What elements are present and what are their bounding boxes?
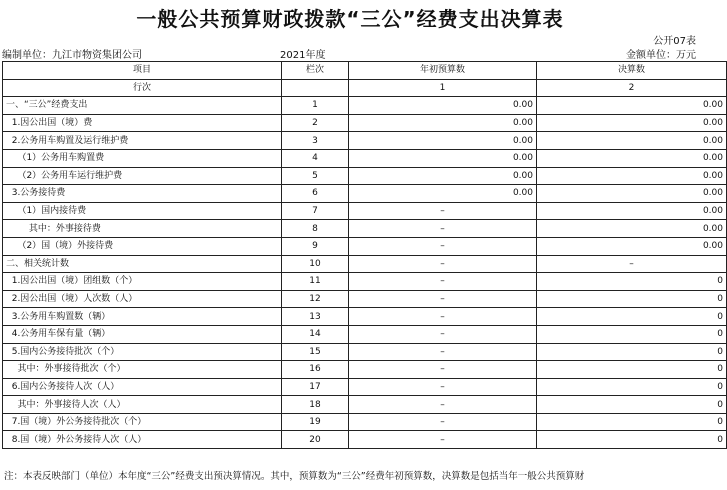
row-line-number: 11 xyxy=(282,273,349,291)
row-line-number: 13 xyxy=(282,308,349,326)
subheader-no xyxy=(282,79,349,97)
row-budget-value: – xyxy=(349,237,537,255)
row-item-label: 其中：外事接待费 xyxy=(3,220,282,238)
row-budget-value: 0.00 xyxy=(349,132,537,150)
row-final-value: 0 xyxy=(537,325,727,343)
header-no: 栏次 xyxy=(282,62,349,80)
row-line-number: 14 xyxy=(282,325,349,343)
row-line-number: 5 xyxy=(282,167,349,185)
row-item-label: （2）公务用车运行维护费 xyxy=(3,167,282,185)
row-line-number: 20 xyxy=(282,431,349,449)
row-item-label: 其中：外事接待人次（人） xyxy=(3,396,282,414)
row-line-number: 17 xyxy=(282,378,349,396)
row-line-number: 6 xyxy=(282,185,349,203)
row-item-label: 3.公务用车购置数（辆） xyxy=(3,308,282,326)
row-budget-value: – xyxy=(349,290,537,308)
table-header-row xyxy=(3,62,727,80)
row-item-label: （2）国（境）外接待费 xyxy=(3,237,282,255)
row-item-label: （1）国内接待费 xyxy=(3,202,282,220)
row-item-label: 1.因公出国（境）费 xyxy=(3,114,282,132)
row-item-label: 7.国（境）外公务接待批次（个） xyxy=(3,413,282,431)
report-title: 一般公共预算财政拨款“三公”经费支出决算表 xyxy=(136,7,564,31)
row-budget-value: – xyxy=(349,255,537,273)
row-final-value: 0.00 xyxy=(537,220,727,238)
row-final-value: 0 xyxy=(537,431,727,449)
row-final-value: 0.00 xyxy=(537,149,727,167)
row-item-label: 2.公务用车购置及运行维护费 xyxy=(3,132,282,150)
row-item-label: 5.国内公务接待批次（个） xyxy=(3,343,282,361)
row-budget-value: 0.00 xyxy=(349,97,537,115)
row-item-label: （1）公务用车购置费 xyxy=(3,149,282,167)
form-number: 公开07表 xyxy=(653,36,696,47)
table-row xyxy=(3,97,727,115)
subheader-item: 行次 xyxy=(3,79,282,97)
row-item-label: 二、相关统计数 xyxy=(3,255,282,273)
row-line-number: 15 xyxy=(282,343,349,361)
table-body xyxy=(3,97,727,449)
row-final-value: 0 xyxy=(537,413,727,431)
table-row xyxy=(3,202,727,220)
row-line-number: 8 xyxy=(282,220,349,238)
row-line-number: 4 xyxy=(282,149,349,167)
expenditure-table xyxy=(2,61,727,449)
table-row xyxy=(3,273,727,291)
row-final-value: 0.00 xyxy=(537,202,727,220)
row-line-number: 3 xyxy=(282,132,349,150)
row-budget-value: – xyxy=(349,308,537,326)
reporting-unit: 编制单位：九江市物资集团公司 xyxy=(2,50,142,61)
footnote: 注：本表反映部门（单位）本年度“三公”经费支出预决算情况。其中，预算数为“三公”经费年初预算数，决算数是包括当年一般公共预算财 xyxy=(4,471,585,482)
table-row xyxy=(3,290,727,308)
table-row xyxy=(3,308,727,326)
table-row xyxy=(3,132,727,150)
subheader-final: 2 xyxy=(537,79,727,97)
money-unit: 金额单位：万元 xyxy=(626,50,696,61)
row-line-number: 19 xyxy=(282,413,349,431)
row-budget-value: – xyxy=(349,220,537,238)
meta-row xyxy=(2,46,698,60)
row-final-value: 0 xyxy=(537,361,727,379)
row-line-number: 16 xyxy=(282,361,349,379)
row-item-label: 6.国内公务接待人次（人） xyxy=(3,378,282,396)
table-row xyxy=(3,343,727,361)
row-budget-value: 0.00 xyxy=(349,185,537,203)
row-final-value: 0 xyxy=(537,396,727,414)
row-final-value: 0 xyxy=(537,273,727,291)
table-row xyxy=(3,114,727,132)
row-budget-value: – xyxy=(349,202,537,220)
table-subheader-row xyxy=(3,79,727,97)
row-budget-value: – xyxy=(349,325,537,343)
row-budget-value: 0.00 xyxy=(349,167,537,185)
row-line-number: 18 xyxy=(282,396,349,414)
row-final-value: 0.00 xyxy=(537,132,727,150)
header-final: 决算数 xyxy=(537,62,727,80)
row-budget-value: – xyxy=(349,431,537,449)
row-line-number: 7 xyxy=(282,202,349,220)
row-item-label: 一、“三公”经费支出 xyxy=(3,97,282,115)
row-final-value: 0.00 xyxy=(537,114,727,132)
row-final-value: 0 xyxy=(537,290,727,308)
row-item-label: 4.公务用车保有量（辆） xyxy=(3,325,282,343)
table-row xyxy=(3,167,727,185)
row-line-number: 1 xyxy=(282,97,349,115)
row-item-label: 其中：外事接待批次（个） xyxy=(3,361,282,379)
table-row xyxy=(3,185,727,203)
report-year: 2021年度 xyxy=(280,50,326,61)
table-row xyxy=(3,220,727,238)
row-item-label: 2.因公出国（境）人次数（人） xyxy=(3,290,282,308)
table-row xyxy=(3,237,727,255)
row-budget-value: – xyxy=(349,343,537,361)
row-budget-value: – xyxy=(349,396,537,414)
table-row xyxy=(3,413,727,431)
row-final-value: – xyxy=(537,255,727,273)
row-budget-value: – xyxy=(349,273,537,291)
row-final-value: 0.00 xyxy=(537,167,727,185)
row-final-value: 0.00 xyxy=(537,237,727,255)
row-budget-value: – xyxy=(349,361,537,379)
table-row xyxy=(3,325,727,343)
table-row xyxy=(3,431,727,449)
table-row xyxy=(3,255,727,273)
table-row xyxy=(3,396,727,414)
row-line-number: 2 xyxy=(282,114,349,132)
row-budget-value: 0.00 xyxy=(349,149,537,167)
row-final-value: 0 xyxy=(537,343,727,361)
row-budget-value: 0.00 xyxy=(349,114,537,132)
table-row xyxy=(3,378,727,396)
subheader-budget: 1 xyxy=(349,79,537,97)
row-final-value: 0.00 xyxy=(537,185,727,203)
row-item-label: 1.因公出国（境）团组数（个） xyxy=(3,273,282,291)
row-line-number: 12 xyxy=(282,290,349,308)
row-final-value: 0.00 xyxy=(537,97,727,115)
row-line-number: 9 xyxy=(282,237,349,255)
header-item: 项目 xyxy=(3,62,282,80)
row-item-label: 8.国（境）外公务接待人次（人） xyxy=(3,431,282,449)
table-row xyxy=(3,361,727,379)
row-final-value: 0 xyxy=(537,378,727,396)
row-budget-value: – xyxy=(349,378,537,396)
row-item-label: 3.公务接待费 xyxy=(3,185,282,203)
row-line-number: 10 xyxy=(282,255,349,273)
header-budget: 年初预算数 xyxy=(349,62,537,80)
table-row xyxy=(3,149,727,167)
row-budget-value: – xyxy=(349,413,537,431)
row-final-value: 0 xyxy=(537,308,727,326)
